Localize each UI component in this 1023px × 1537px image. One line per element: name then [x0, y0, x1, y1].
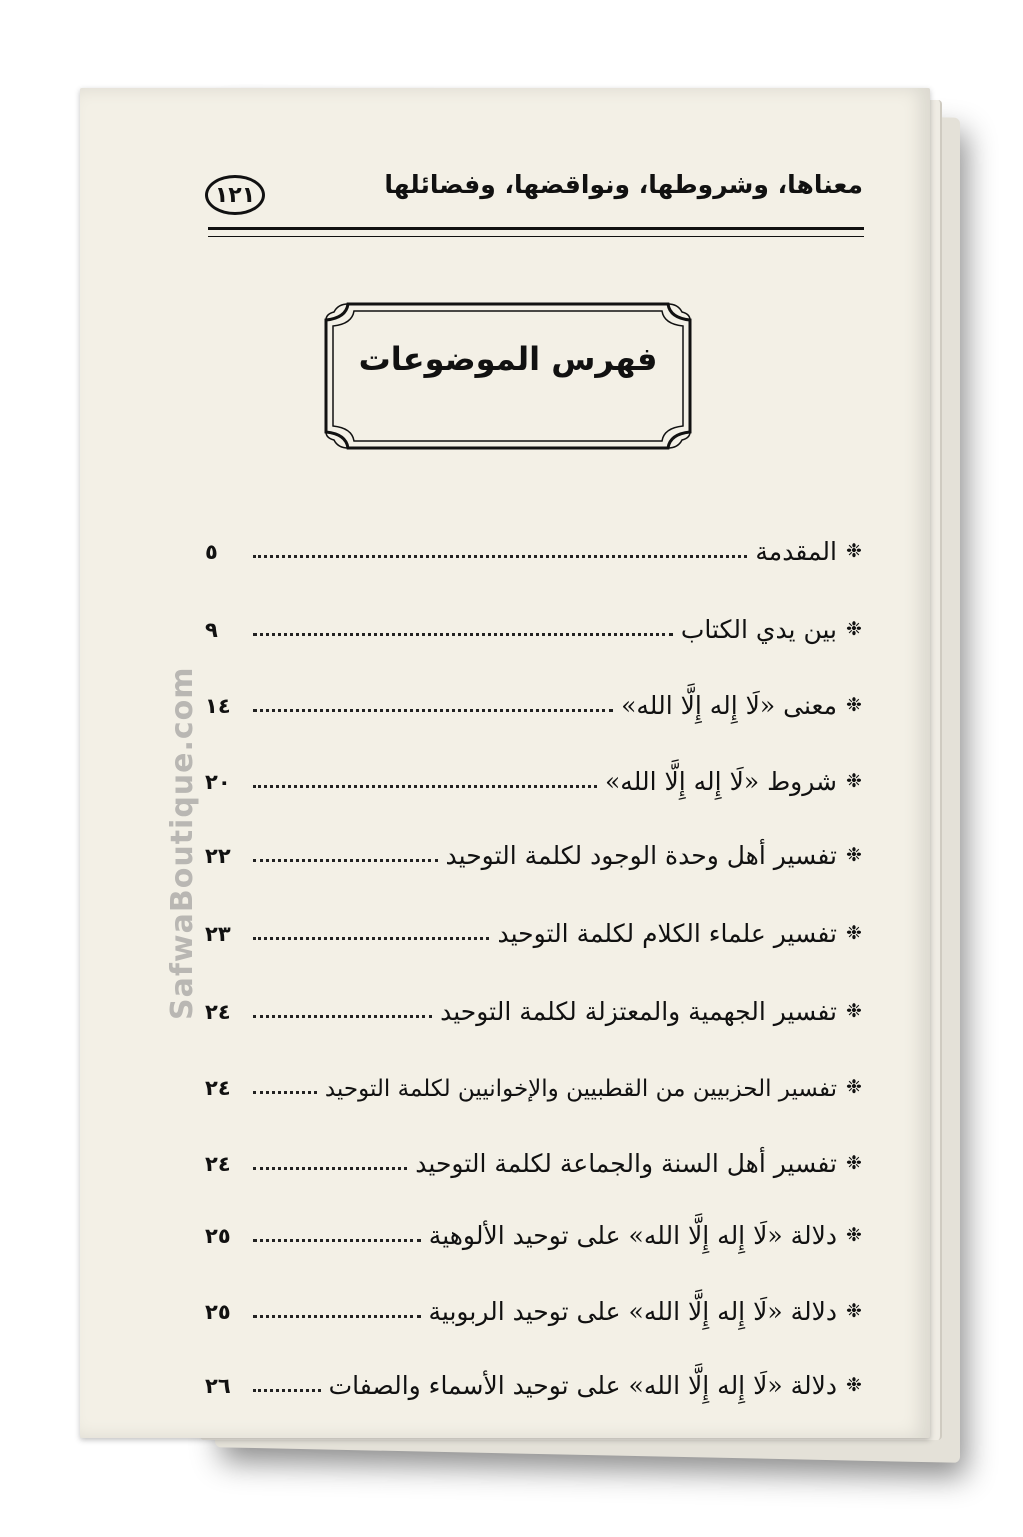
flower-bullet-icon: ❉ — [846, 1000, 862, 1022]
toc-entry-page: ٢٥ — [205, 1300, 231, 1324]
dot-leader — [253, 1015, 432, 1018]
toc-entry — [205, 518, 865, 568]
dot-leader — [253, 1239, 421, 1242]
dot-leader — [253, 1315, 421, 1318]
flower-bullet-icon: ❉ — [846, 540, 862, 562]
dot-leader — [253, 1167, 407, 1170]
dot-leader — [253, 1389, 321, 1392]
toc-entry-title: المقدمة — [755, 537, 837, 566]
toc-entry-title: تفسير الجهمية والمعتزلة لكلمة التوحيد — [440, 997, 837, 1026]
toc-entry-title: دلالة «لَا إِله إِلَّا الله» على توحيد الربوبية — [428, 1297, 837, 1326]
toc-entry-page: ٢٤ — [205, 1000, 231, 1024]
header-rule-thick — [208, 227, 864, 230]
toc-entry-page: ٢٤ — [205, 1152, 231, 1176]
flower-bullet-icon: ❉ — [846, 1076, 862, 1098]
toc-entry-title: تفسير أهل وحدة الوجود لكلمة التوحيد — [445, 841, 837, 870]
toc-entry-page: ٢٠ — [205, 770, 231, 794]
toc-entry-title: تفسير الحزبيين من القطبيين والإخوانيين لكلمة التوحيد — [324, 1076, 837, 1102]
toc-entry-page: ٢٢ — [205, 844, 231, 868]
toc-entry — [205, 1278, 865, 1328]
dot-leader — [253, 859, 438, 862]
flower-bullet-icon: ❉ — [846, 694, 862, 716]
toc-entry — [205, 1352, 865, 1402]
toc-entry — [205, 900, 865, 950]
toc-entry-page: ٢٣ — [205, 922, 231, 946]
flower-bullet-icon: ❉ — [846, 844, 862, 866]
toc-entry — [205, 596, 865, 646]
toc-entry — [205, 672, 865, 722]
toc-entry-title: دلالة «لَا إِله إِلَّا الله» على توحيد الأسماء والصفات — [328, 1371, 837, 1400]
dot-leader — [253, 633, 673, 636]
toc-entry-page: ٥ — [205, 540, 218, 564]
toc-entry — [205, 748, 865, 798]
toc-entry — [205, 978, 865, 1028]
toc-entry — [205, 822, 865, 872]
flower-bullet-icon: ❉ — [846, 770, 862, 792]
toc-entry-page: ٩ — [205, 618, 218, 642]
toc-entry-page: ٢٤ — [205, 1076, 231, 1100]
toc-entry-title: شروط «لَا إِله إِلَّا الله» — [605, 767, 837, 796]
dot-leader — [253, 555, 747, 558]
flower-bullet-icon: ❉ — [846, 1374, 862, 1396]
toc-entry — [205, 1054, 865, 1104]
toc-entry-title: دلالة «لَا إِله إِلَّا الله» على توحيد الألوهية — [428, 1221, 837, 1250]
toc-entry-title: معنى «لَا إِله إِلَّا الله» — [621, 691, 837, 720]
toc-entry — [205, 1130, 865, 1180]
toc-entry-page: ٢٥ — [205, 1224, 231, 1248]
toc-entry-page: ٢٦ — [205, 1374, 231, 1398]
flower-bullet-icon: ❉ — [846, 1300, 862, 1322]
toc-entry-title: تفسير أهل السنة والجماعة لكلمة التوحيد — [415, 1149, 837, 1178]
toc-entry-title: تفسير علماء الكلام لكلمة التوحيد — [497, 919, 837, 948]
dot-leader — [253, 785, 597, 788]
page-number-badge: ١٢١ — [205, 175, 265, 215]
header-rule-thin — [208, 236, 864, 237]
watermark-text: SafwaBoutique.com — [165, 666, 200, 1020]
toc-entry — [205, 1202, 865, 1252]
dot-leader — [253, 937, 489, 940]
flower-bullet-icon: ❉ — [846, 922, 862, 944]
flower-bullet-icon: ❉ — [846, 618, 862, 640]
toc-heading: فهرس الموضوعات — [358, 340, 658, 378]
flower-bullet-icon: ❉ — [846, 1224, 862, 1246]
dot-leader — [253, 709, 613, 712]
toc-entry-title: بين يدي الكتاب — [680, 615, 837, 644]
flower-bullet-icon: ❉ — [846, 1152, 862, 1174]
running-head: معناها، وشروطها، ونواقضها، وفضائلها — [384, 170, 863, 199]
dot-leader — [253, 1091, 317, 1094]
toc-entry-page: ١٤ — [205, 694, 231, 718]
